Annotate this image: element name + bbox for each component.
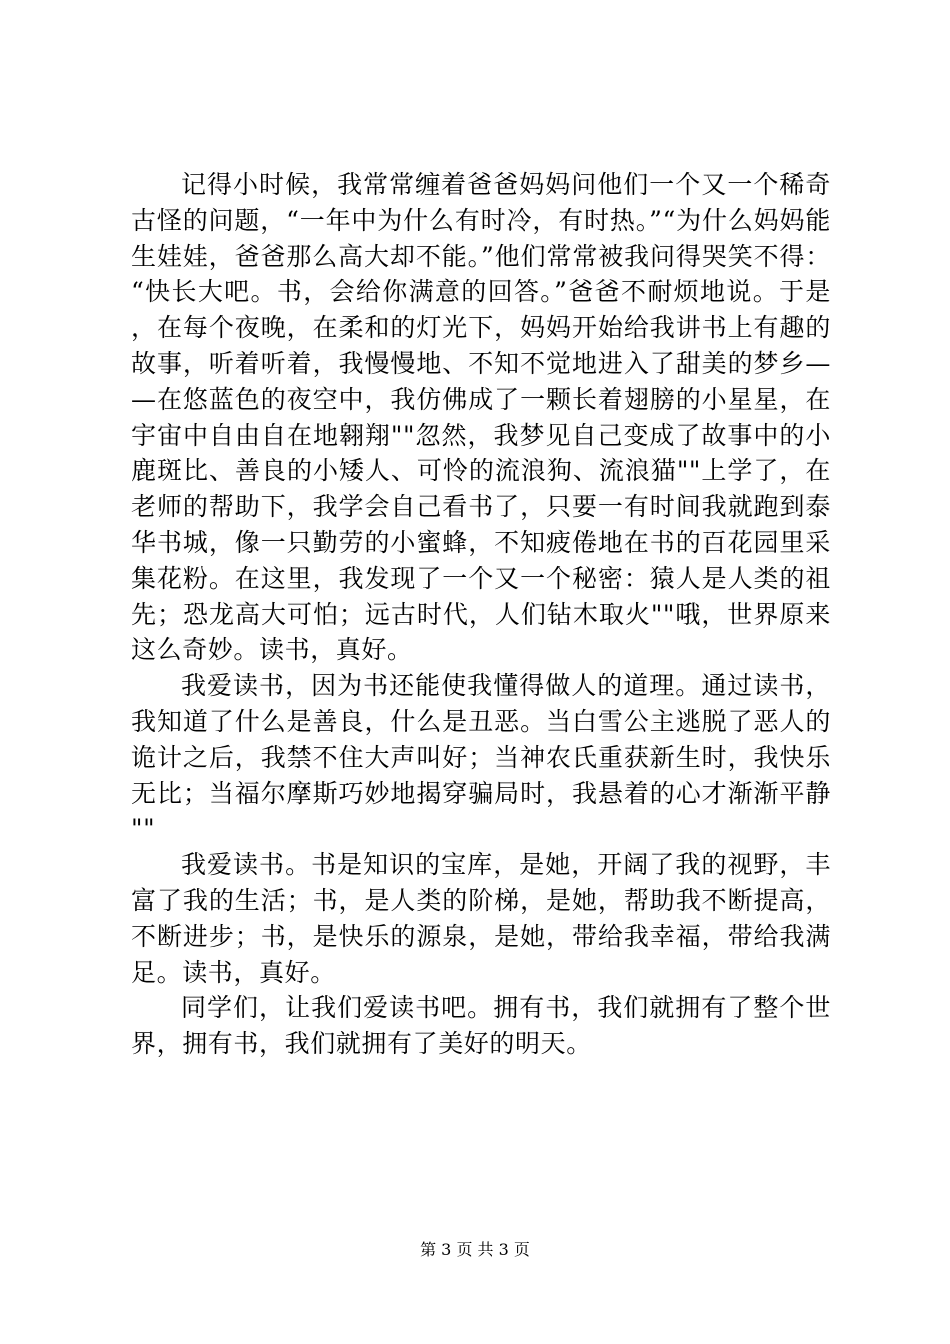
paragraph-2: 我爱读书，因为书还能使我懂得做人的道理。通过读书，我知道了什么是善良，什么是丑恶。当白雪公主逃脱了恶人的诡计之后，我禁不住大声叫好；当神农氏重获新生时，我快乐无比；当福尔摩斯巧妙地揭穿骗局时，我悬着的心才渐渐平静""	[131, 671, 831, 844]
page-number-label: 第 3 页 共 3 页	[420, 1240, 530, 1259]
paragraph-4: 同学们，让我们爱读书吧。拥有书，我们就拥有了整个世界，拥有书，我们就拥有了美好的明天。	[131, 993, 831, 1059]
paragraph-1: 记得小时候，我常常缠着爸爸妈妈问他们一个又一个稀奇古怪的问题，“一年中为什么有时冷，有时热。”“为什么妈妈能生娃娃，爸爸那么高大却不能。”他们常常被我问得哭笑不得：“快长大吧。书，会给你满意的回答。”爸爸不耐烦地说。于是，在每个夜晚，在柔和的灯光下，妈妈开始给我讲书上有趣的故事，听着听着，我慢慢地、不知不觉地进入了甜美的梦乡——在悠蓝色的夜空中，我仿佛成了一颗长着翅膀的小星星，在宇宙中自由自在地翱翔""忽然，我梦见自己变成了故事中的小鹿斑比、善良的小矮人、可怜的流浪狗、流浪猫""上学了，在老师的帮助下，我学会自己看书了，只要一有时间我就跑到泰华书城，像一只勤劳的小蜜蜂，不知疲倦地在书的百花园里采集花粉。在这里，我发现了一个又一个秘密：猿人是人类的祖先；恐龙高大可怕；远古时代，人们钻木取火""哦，世界原来这么奇妙。读书，真好。	[131, 170, 831, 665]
paragraph-3: 我爱读书。书是知识的宝库，是她，开阔了我的视野，丰富了我的生活；书，是人类的阶梯，是她，帮助我不断提高，不断进步；书，是快乐的源泉，是她，带给我幸福，带给我满足。读书，真好。	[131, 850, 831, 987]
page-footer	[0, 1240, 950, 1260]
document-body	[131, 167, 831, 1062]
